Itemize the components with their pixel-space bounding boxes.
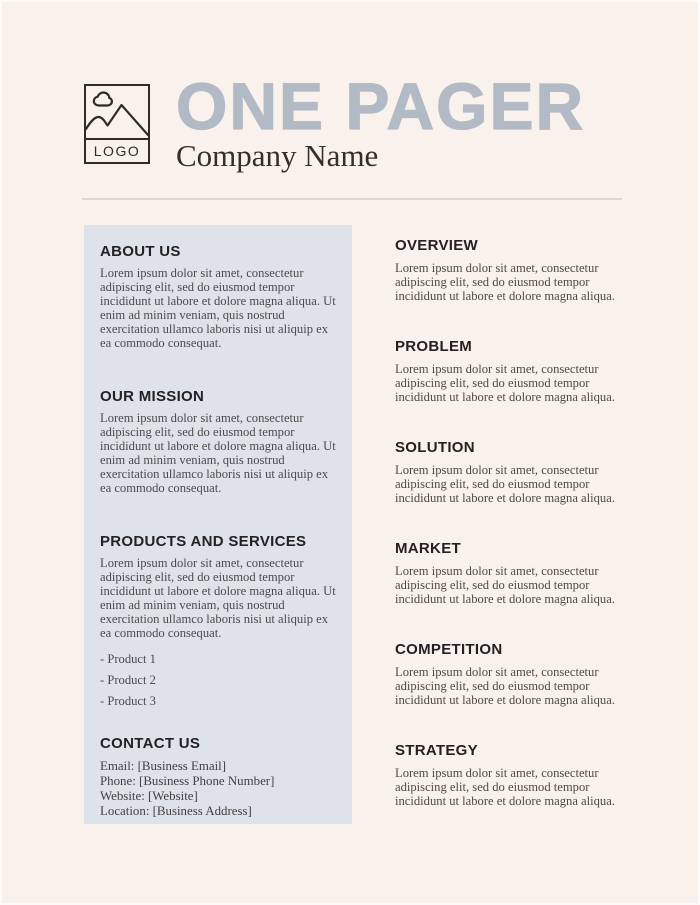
section-solution [395,438,633,505]
section-heading: SOLUTION [395,439,475,456]
section-heading: OVERVIEW [395,237,478,254]
section-body: Lorem ipsum dolor sit amet, consectetur adipiscing elit, sed do eiusmod tempor incididunt ut labore et dolore magna aliqua. [395,766,615,808]
product-list [100,649,336,712]
section-body: Lorem ipsum dolor sit amet, consectetur adipiscing elit, sed do eiusmod tempor incididunt ut labore et dolore magna aliqua. Ut enim ad minim veniam, quis nostrud exercitation ullamco laboris nisi ut aliquip ex ea commodo consequat. [100,266,336,350]
section-body: Lorem ipsum dolor sit amet, consectetur adipiscing elit, sed do eiusmod tempor incididunt ut labore et dolore magna aliqua. [395,463,615,505]
sidebar [84,225,352,824]
main-column [395,236,633,842]
section-body: Lorem ipsum dolor sit amet, consectetur adipiscing elit, sed do eiusmod tempor incididunt ut labore et dolore magna aliqua. [395,362,615,404]
section-overview [395,236,633,303]
section-body: Lorem ipsum dolor sit amet, consectetur adipiscing elit, sed do eiusmod tempor incididunt ut labore et dolore magna aliqua. Ut enim ad minim veniam, quis nostrud exercitation ullamco laboris nisi ut aliquip ex ea commodo consequat. [100,411,336,495]
contact-email: Email: [Business Email] [100,759,227,773]
mountains-icon [86,105,148,135]
section-body: Lorem ipsum dolor sit amet, consectetur adipiscing elit, sed do eiusmod tempor incididunt ut labore et dolore magna aliqua. [395,665,615,707]
contact-lines [100,759,336,819]
section-heading: COMPETITION [395,641,503,658]
cloud-icon [94,93,112,106]
section-heading: STRATEGY [395,742,478,759]
section-strategy [395,741,633,808]
section-problem [395,337,633,404]
section-body: Lorem ipsum dolor sit amet, consectetur adipiscing elit, sed do eiusmod tempor incididunt ut labore et dolore magna aliqua. Ut enim ad minim veniam, quis nostrud exercitation ullamco laboris nisi ut aliquip ex ea commodo consequat. [100,556,336,640]
product-item: - Product 1 [100,652,156,666]
title-block [176,69,586,173]
section-contact-us [100,734,336,819]
section-heading: ABOUT US [100,243,181,260]
logo-placeholder [84,84,150,164]
page-title: ONE PAGER [176,69,586,143]
header-divider [82,198,622,200]
product-item: - Product 2 [100,673,156,687]
contact-phone: Phone: [Business Phone Number] [100,774,275,788]
contact-location: Location: [Business Address] [100,804,252,818]
company-name: Company Name [176,138,379,173]
section-heading: MARKET [395,540,461,557]
logo-label: LOGO [86,138,148,162]
section-body: Lorem ipsum dolor sit amet, consectetur adipiscing elit, sed do eiusmod tempor incididunt ut labore et dolore magna aliqua. [395,564,615,606]
section-heading: CONTACT US [100,735,201,752]
contact-website: Website: [Website] [100,789,198,803]
section-heading: OUR MISSION [100,388,205,405]
section-heading: PROBLEM [395,338,473,355]
logo-image-icon [86,86,148,138]
section-about-us [100,242,336,350]
section-competition [395,640,633,707]
section-body: Lorem ipsum dolor sit amet, consectetur adipiscing elit, sed do eiusmod tempor incididunt ut labore et dolore magna aliqua. [395,261,615,303]
header [84,69,586,173]
section-our-mission [100,387,336,495]
product-item: - Product 3 [100,694,156,708]
section-products-and-services [100,532,336,712]
section-market [395,539,633,606]
section-heading: PRODUCTS AND SERVICES [100,533,307,550]
